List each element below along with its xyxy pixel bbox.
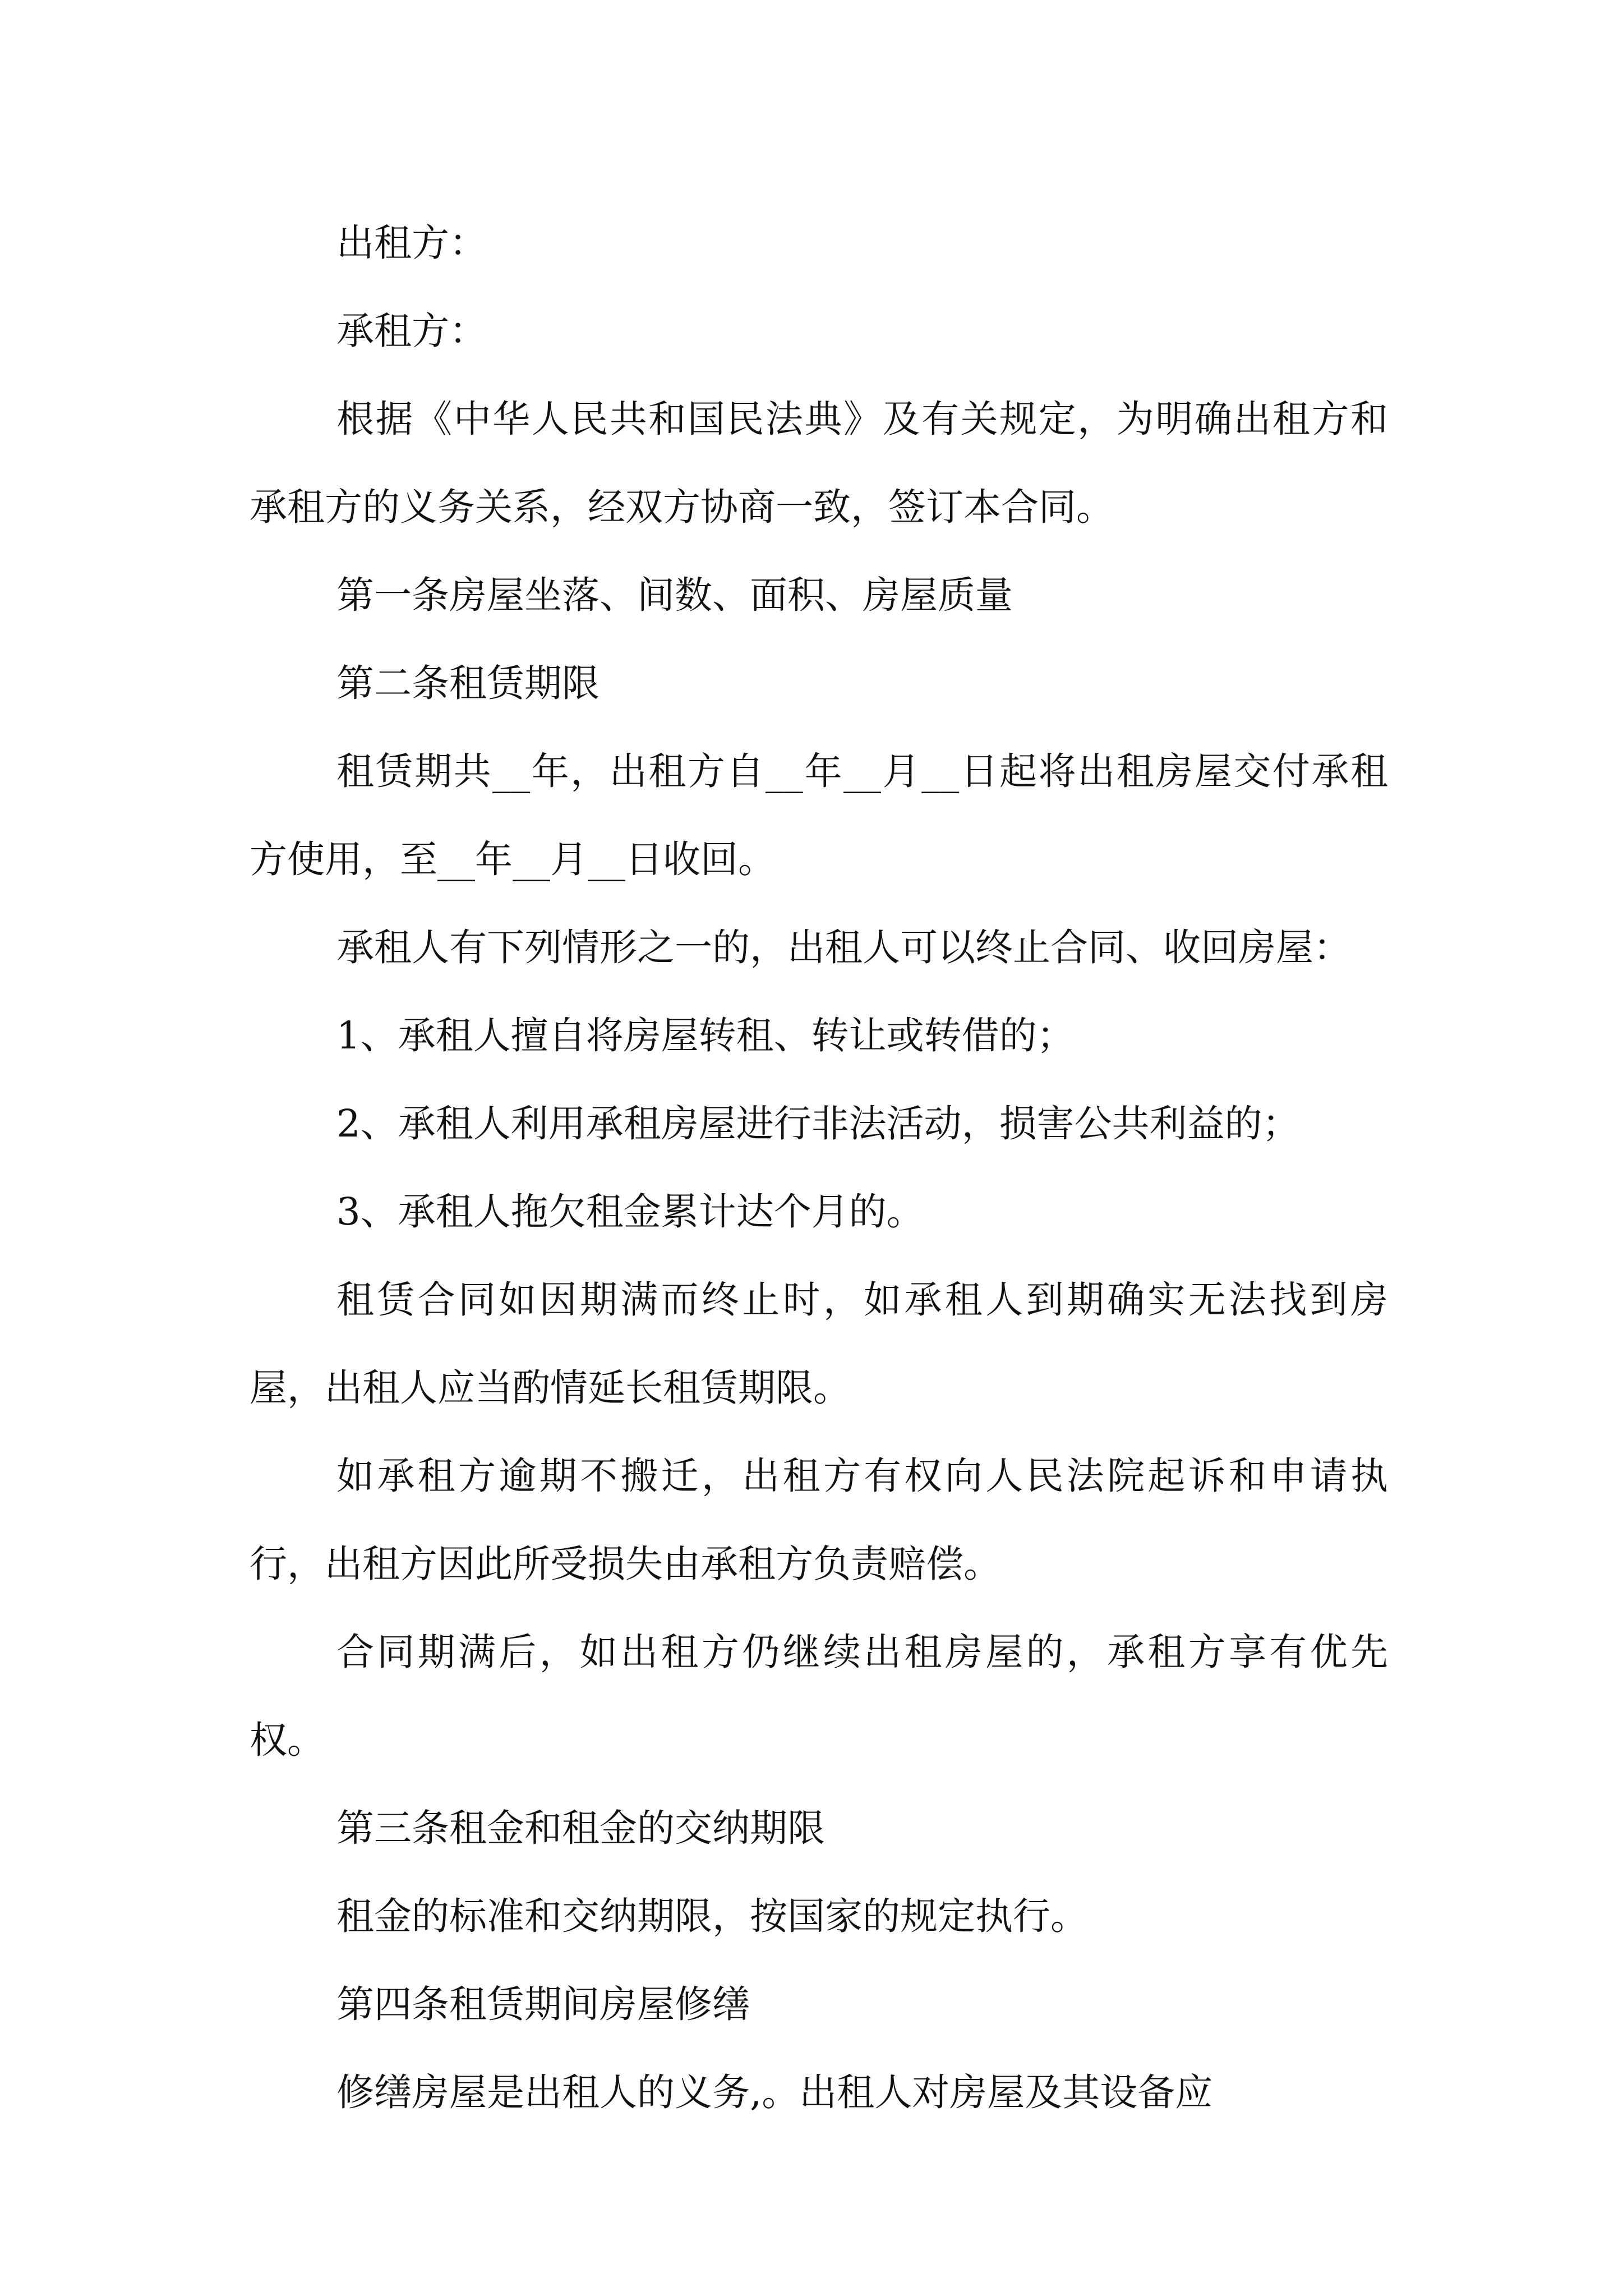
paragraph-repair-duty: 修缮房屋是出租人的义务,。出租人对房屋及其设备应 bbox=[336, 2070, 1213, 2114]
heading-article-3: 第三条租金和租金的交纳期限 bbox=[336, 1806, 825, 1850]
list-item-3: 3、承租人拖欠租金累计达个月的。 bbox=[336, 1190, 924, 1234]
paragraph-expiry-extension: 租赁合同如因期满而终止时，如承租人到期确实无法找到房屋，出租人应当酌情延长租赁期限。 bbox=[250, 1278, 1388, 1410]
document-body bbox=[250, 199, 1388, 2137]
paragraph-lease-term: 租赁期共__年，出租方自__年__月__日起将出租房屋交付承租方使用，至__年__月__日收回。 bbox=[250, 749, 1388, 881]
heading-article-2: 第二条租赁期限 bbox=[336, 661, 600, 705]
paragraph-rent-standard: 租金的标准和交纳期限，按国家的规定执行。 bbox=[336, 1894, 1088, 1938]
paragraph-lessor: 出租方： bbox=[336, 221, 487, 265]
paragraph-overdue-relocation: 如承租方逾期不搬迁，出租方有权向人民法院起诉和申请执行，出租方因此所受损失由承租方负责赔偿。 bbox=[250, 1454, 1388, 1586]
heading-article-4: 第四条租赁期间房屋修缮 bbox=[336, 1982, 750, 2026]
paragraph-lessee: 承租方： bbox=[336, 309, 487, 353]
list-item-2: 2、承租人利用承租房屋进行非法活动，损害公共利益的； bbox=[336, 1102, 1300, 1145]
paragraph-priority-right: 合同期满后，如出租方仍继续出租房屋的，承租方享有优先权。 bbox=[250, 1630, 1388, 1762]
heading-article-1: 第一条房屋坐落、间数、面积、房屋质量 bbox=[336, 573, 1013, 617]
paragraph-preamble: 根据《中华人民共和国民法典》及有关规定，为明确出租方和承租方的义务关系，经双方协商一致，签订本合同。 bbox=[250, 397, 1388, 529]
paragraph-termination-conditions: 承租人有下列情形之一的，出租人可以终止合同、收回房屋： bbox=[336, 926, 1351, 969]
list-item-1: 1、承租人擅自将房屋转租、转让或转借的； bbox=[336, 1014, 1075, 1057]
